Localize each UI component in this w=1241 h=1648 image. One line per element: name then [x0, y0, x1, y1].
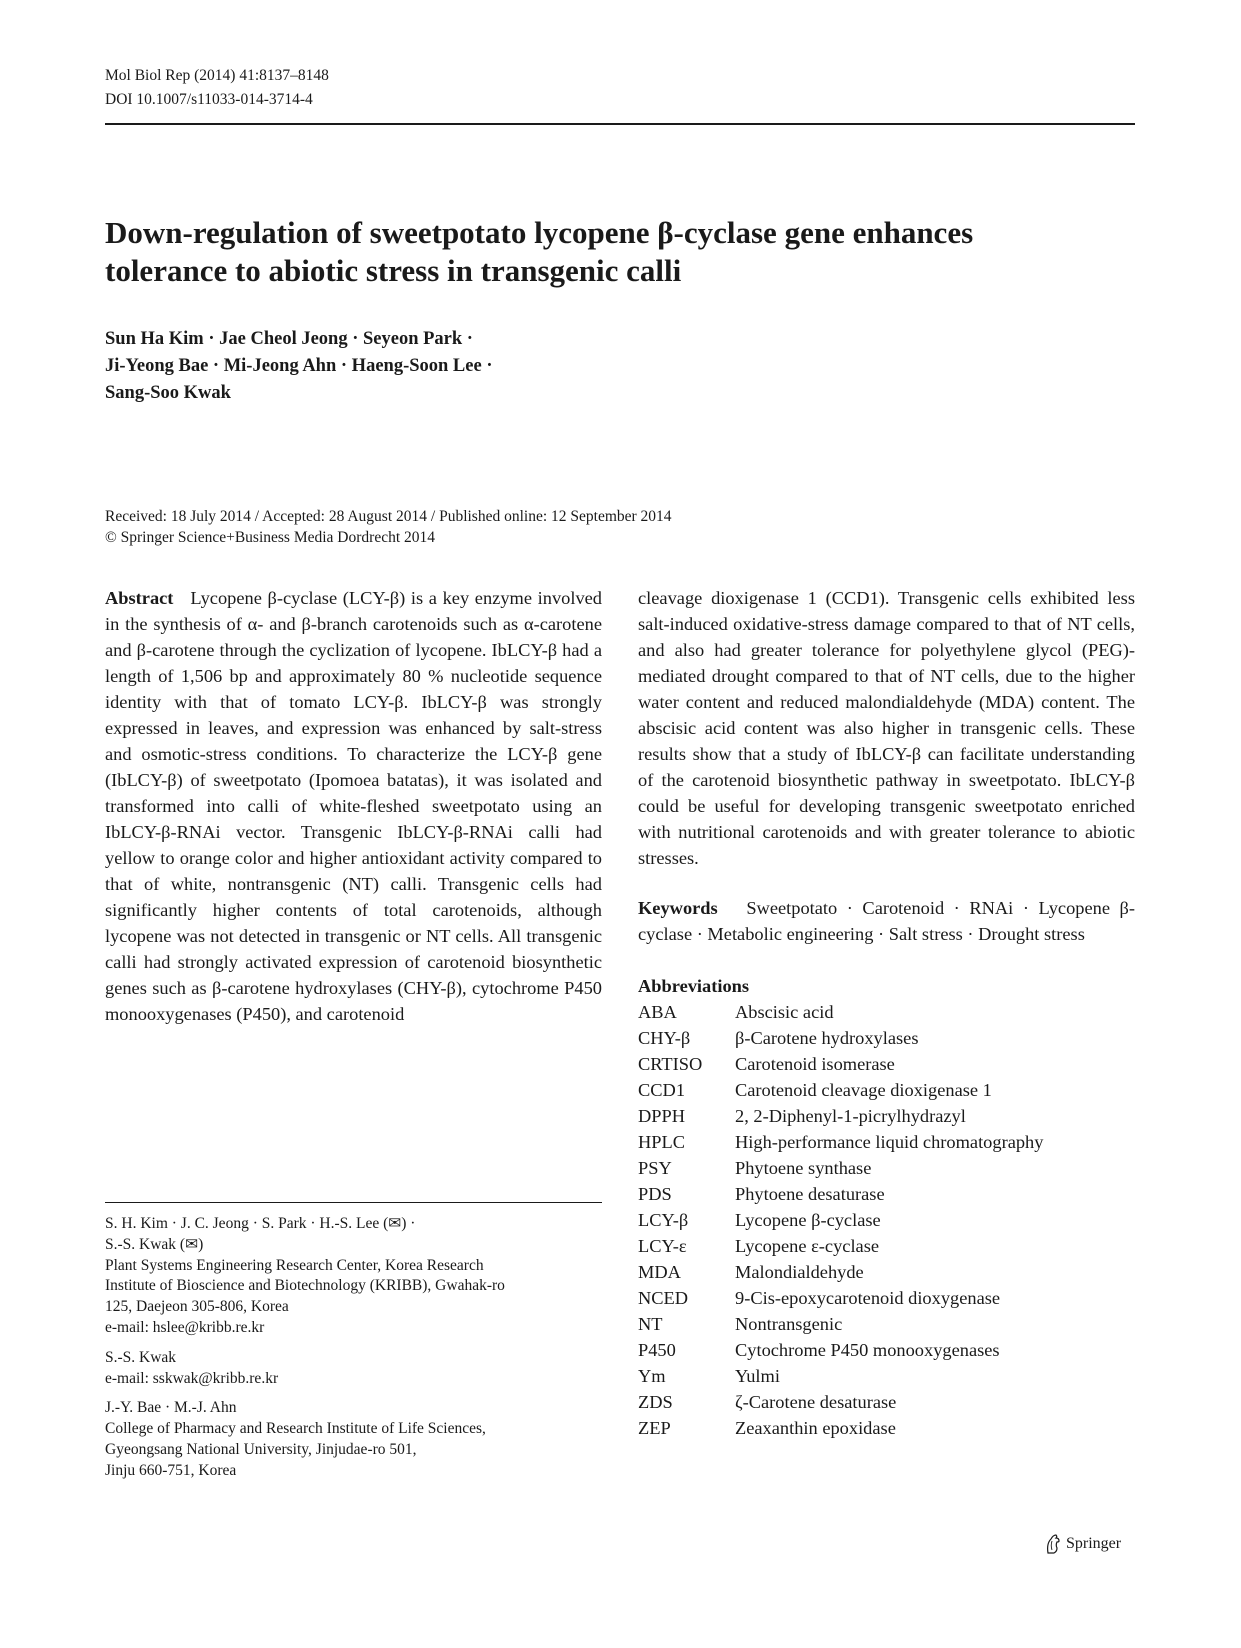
abbreviation-description: ζ-Carotene desaturase	[735, 1392, 897, 1412]
affiliation-names: S.-S. Kwak (✉)	[105, 1235, 204, 1253]
abbreviations-section	[638, 973, 1135, 1441]
abbreviation-description: Nontransgenic	[735, 1314, 843, 1334]
abbreviation-code: LCY-β	[638, 1210, 689, 1230]
keywords-paragraph	[638, 895, 1135, 947]
abbreviation-description: Lycopene β-cyclase	[735, 1210, 881, 1230]
keywords-heading: Keywords	[638, 898, 718, 918]
publication-history	[105, 506, 672, 548]
abbreviation-row	[638, 1311, 1135, 1337]
affiliation-names: S. H. Kim · J. C. Jeong · S. Park · H.-S. Lee (✉) ·	[105, 1215, 416, 1232]
abbreviation-row	[638, 1181, 1135, 1207]
abbreviation-row	[638, 1285, 1135, 1311]
abstract-text-right: cleavage dioxigenase 1 (CCD1). Transgenic cells exhibited less salt-induced oxidative-stress damage compared to that of NT cells, and also had greater tolerance for polyethylene glycol (PEG)-mediated drought compared to that of NT cells, due to the higher water content and reduced malondialdehyde (MDA) content. The abscisic acid content was also higher in transgenic cells. These results show that a study of IbLCY-β can facilitate understanding of the carotenoid biosynthetic pathway in sweetpotato. IbLCY-β could be useful for developing transgenic sweetpotato enriched with nutritional carotenoids and with greater tolerance to abiotic stresses.	[638, 588, 1135, 868]
keywords-text: Sweetpotato · Carotenoid · RNAi · Lycopene β-cyclase · Metabolic engineering · Salt stress · Drought stress	[638, 898, 1135, 944]
affiliation-block-3	[105, 1398, 602, 1481]
springer-horse-icon	[1044, 1533, 1062, 1555]
abbreviation-row	[638, 999, 1135, 1025]
article-title	[105, 214, 1145, 290]
abbreviation-code: NT	[638, 1314, 663, 1334]
email-kwak[interactable]: e-mail: sskwak@kribb.re.kr	[105, 1369, 279, 1387]
abbreviation-row	[638, 1155, 1135, 1181]
abbreviation-description: Lycopene ε-cyclase	[735, 1236, 880, 1256]
abbreviation-code: NCED	[638, 1288, 689, 1308]
affiliations	[105, 1214, 602, 1491]
abstract-paragraph	[105, 585, 602, 1027]
abbreviation-row	[638, 1233, 1135, 1259]
journal-header	[105, 64, 329, 112]
email-lee[interactable]: e-mail: hslee@kribb.re.kr	[105, 1318, 265, 1336]
abbreviation-description: Cytochrome P450 monooxygenases	[735, 1340, 1000, 1360]
title-line-2: tolerance to abiotic stress in transgenic calli	[105, 253, 682, 288]
affiliation-institution: Jinju 660-751, Korea	[105, 1461, 237, 1479]
abbreviation-code: DPPH	[638, 1106, 686, 1126]
abbreviation-row	[638, 1207, 1135, 1233]
abbreviation-row	[638, 1051, 1135, 1077]
abbreviation-description: Zeaxanthin epoxidase	[735, 1418, 896, 1438]
history-line: Received: 18 July 2014 / Accepted: 28 August 2014 / Published online: 12 September 2014	[105, 508, 672, 525]
affiliation-institution: Plant Systems Engineering Research Center, Korea Research	[105, 1256, 484, 1274]
abbreviation-code: CCD1	[638, 1080, 686, 1100]
abbreviation-description: High-performance liquid chromatography	[735, 1132, 1044, 1152]
abbreviation-description: Yulmi	[735, 1366, 780, 1386]
abbreviation-description: Abscisic acid	[735, 1002, 834, 1022]
abbreviation-description: Phytoene synthase	[735, 1158, 872, 1178]
abbreviation-row	[638, 1337, 1135, 1363]
abbreviation-description: β-Carotene hydroxylases	[735, 1028, 919, 1048]
abbreviation-code: ZEP	[638, 1418, 671, 1438]
doi[interactable]: DOI 10.1007/s11033-014-3714-4	[105, 91, 313, 108]
abbreviation-row	[638, 1415, 1135, 1441]
affiliation-institution: 125, Daejeon 305-806, Korea	[105, 1298, 289, 1316]
abbreviation-code: LCY-ε	[638, 1236, 687, 1256]
authors-line-2: Ji-Yeong Bae · Mi-Jeong Ahn · Haeng-Soon Lee ·	[105, 356, 493, 376]
abbreviation-code: P450	[638, 1340, 676, 1360]
left-column	[105, 585, 602, 1027]
abbreviations-heading: Abbreviations	[638, 976, 750, 996]
footnote-rule	[105, 1202, 602, 1203]
affiliation-block-1	[105, 1214, 602, 1339]
abbreviation-description: 9-Cis-epoxycarotenoid dioxygenase	[735, 1288, 1001, 1308]
abbreviation-row	[638, 1259, 1135, 1285]
abbreviation-description: Carotenoid isomerase	[735, 1054, 895, 1074]
abbreviation-code: Ym	[638, 1366, 666, 1386]
affiliation-names: S.-S. Kwak	[105, 1348, 177, 1366]
header-rule	[105, 123, 1135, 125]
copyright-line: © Springer Science+Business Media Dordrecht 2014	[105, 529, 436, 546]
author-list	[105, 326, 493, 407]
affiliation-institution: Gyeongsang National University, Jinjudae-ro 501,	[105, 1440, 417, 1458]
abbreviation-code: CHY-β	[638, 1028, 691, 1048]
abbreviation-code: PDS	[638, 1184, 672, 1204]
authors-line-1: Sun Ha Kim · Jae Cheol Jeong · Seyeon Park ·	[105, 329, 473, 349]
abbreviation-row	[638, 1363, 1135, 1389]
publisher-name: Springer	[1066, 1535, 1122, 1552]
abbreviation-row	[638, 1129, 1135, 1155]
abbreviation-row	[638, 1077, 1135, 1103]
affiliation-institution: College of Pharmacy and Research Institute of Life Sciences,	[105, 1420, 486, 1438]
abbreviation-code: HPLC	[638, 1132, 686, 1152]
abbreviation-code: CRTISO	[638, 1054, 703, 1074]
abbreviation-code: ABA	[638, 1002, 677, 1022]
abbreviation-row	[638, 1025, 1135, 1051]
abbreviation-code: ZDS	[638, 1392, 673, 1412]
journal-citation: Mol Biol Rep (2014) 41:8137–8148	[105, 67, 329, 84]
abbreviation-row	[638, 1389, 1135, 1415]
authors-line-3: Sang-Soo Kwak	[105, 383, 231, 403]
abstract-text-left: Lycopene β-cyclase (LCY-β) is a key enzyme involved in the synthesis of α- and β-branch carotenoids such as α-carotene and β-carotene through the cyclization of lycopene. IbLCY-β had a length of 1,506 bp and approximately 80 % nucleotide sequence identity with that of tomato LCY-β. IbLCY-β was strongly expressed in leaves, and expression was enhanced by salt-stress and osmotic-stress conditions. To characterize the LCY-β gene (IbLCY-β) of sweetpotato (Ipomoea batatas), it was isolated and transformed into calli of white-fleshed sweetpotato using an IbLCY-β-RNAi vector. Transgenic IbLCY-β-RNAi calli had yellow to orange color and higher antioxidant activity compared to that of white, nontransgenic (NT) calli. Transgenic cells had significantly higher contents of total carotenoids, although lycopene was not detected in transgenic or NT cells. All transgenic calli had strongly activated expression of carotenoid biosynthetic genes such as β-carotene hydroxylases (CHY-β), cytochrome P450 monooxygenases (P450), and carotenoid	[105, 588, 603, 1024]
abbreviation-description: Malondialdehyde	[735, 1262, 864, 1282]
abbreviation-code: PSY	[638, 1158, 672, 1178]
affiliation-institution: Institute of Bioscience and Biotechnology (KRIBB), Gwahak-ro	[105, 1277, 505, 1295]
abbreviations-list	[638, 999, 1135, 1441]
abbreviation-description: 2, 2-Diphenyl-1-picrylhydrazyl	[735, 1106, 966, 1126]
right-column	[638, 585, 1135, 1441]
affiliation-block-2	[105, 1348, 602, 1390]
abbreviation-code: MDA	[638, 1262, 681, 1282]
affiliation-names: J.-Y. Bae · M.-J. Ahn	[105, 1399, 237, 1417]
abbreviation-description: Carotenoid cleavage dioxigenase 1	[735, 1080, 992, 1100]
publisher-mark	[1044, 1533, 1121, 1555]
abstract-heading: Abstract	[105, 588, 174, 608]
title-line-1: Down-regulation of sweetpotato lycopene β-cyclase gene enhances	[105, 215, 974, 250]
abbreviation-row	[638, 1103, 1135, 1129]
abbreviation-description: Phytoene desaturase	[735, 1184, 885, 1204]
